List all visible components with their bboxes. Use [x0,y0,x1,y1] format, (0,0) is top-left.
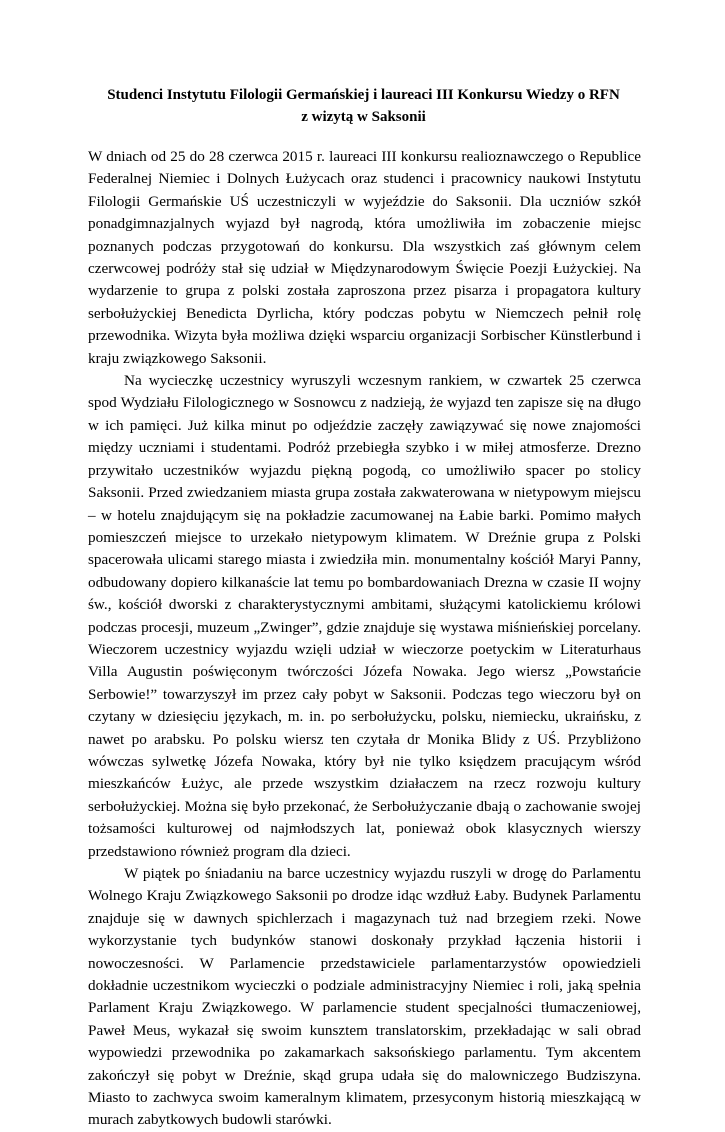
paragraph-2: Na wycieczkę uczestnicy wyruszyli wczesnym rankiem, w czwartek 25 czerwca spod Wydziału Filologicznego w Sosnowcu z nadzieją, że wyjazd ten zapisze się na długo w ich pamięci. Już kilka minut po odjeździe zaczęły zawiązywać się nowe znajomości między uczniami i studentami. Podróż przebiegła szybko i w miłej atmosferze. Drezno przywitało uczestników wyjazdu piękną pogodą, co umożliwiło spacer po stolicy Saksonii. Przed zwiedzaniem miasta grupa została zakwaterowana w nietypowym miejscu – w hotelu znajdującym się na pokładzie zacumowanej na Łabie barki. Pomimo małych pomieszczeń miejsce to urzekało nietypowym klimatem. W Dreźnie grupa z Polski spacerowała ulicami starego miasta i zwiedziła min. monumentalny kościół Maryi Panny, odbudowany dopiero kilkanaście lat temu po bombardowaniach Drezna w czasie II wojny św., kościół dworski z charakterystycznymi ambitami, służącymi katolickiemu królowi podczas procesji, muzeum „Zwinger”, gdzie znajduje się wystawa miśnieńskiej porcelany. Wieczorem uczestnicy wyjazdu wzięli udział w wieczorze poetyckim w Literaturhaus Villa Augustin poświęconym twórczości Józefa Nowaka. Jego wiersz „Powstańcie Serbowie!” towarzyszył im przez cały pobyt w Saksonii. Podczas tego wieczoru był on czytany w dziesięciu językach, m. in. po serbołużycku, polsku, niemiecku, ukraińsku, z nawet po arabsku. Po polsku wiersz ten czytała dr Monika Blidy z UŚ. Przybliżono wówczas sylwetkę Józefa Nowaka, który był nie tylko księdzem pracującym wśród mieszkańców Łużyc, ale przede wszystkim działaczem na rzecz rozwoju kultury serbołużyckiej. Można się było przekonać, że Serbołużyczanie dbają o zachowanie swojej tożsamości kulturowej od najmłodszych lat, ponieważ obok klasycznych wierszy przedstawiono również program dla dzieci. [88,372,641,860]
document-title [88,84,639,128]
document-body [88,146,641,1132]
paragraph-1: W dniach od 25 do 28 czerwca 2015 r. laureaci III konkursu realioznawczego o Republice Federalnej Niemiec i Dolnych Łużycach oraz studenci i pracownicy naukowi Instytutu Filologii Germańskie UŚ uczestniczyli w wyjeździe do Saksonii. Dla uczniów szkół ponadgimnazjalnych wyjazd był nagrodą, która umożliwiła im zobaczenie miejsc poznanych podczas przygotowań do konkursu. Dla wszystkich zaś głównym celem czerwcowej podróży stał się udział w Międzynarodowym Święcie Poezji Łużyckiej. Na wydarzenie to grupa z polski została zaproszona przez pisarza i propagatora kultury serbołużyckiej Benedicta Dyrlicha, który podczas pobytu w Niemczech pełnił rolę przewodnika. Wizyta była możliwa dzięki wsparciu organizacji Sorbischer Künstlerbund i kraju związkowego Saksonii. [88,148,641,367]
title-line-1: Studenci Instytutu Filologii Germańskiej i laureaci III Konkursu Wiedzy o RFN [107,87,620,103]
title-line-2: z wizytą w Saksonii [301,109,426,125]
paragraph-3: W piątek po śniadaniu na barce uczestnicy wyjazdu ruszyli w drogę do Parlamentu Wolnego Kraju Związkowego Saksonii po drodze idąc wzdłuż Łaby. Budynek Parlamentu znajduje się w dawnych spichlerzach i magazynach tuż nad brzegiem rzeki. Nowe wykorzystanie tych budynków stanowi doskonały przykład łączenia historii i nowoczesności. W Parlamencie przedstawiciele parlamentarzystów opowiedzieli dokładnie uczestnikom wycieczki o podziale administracyjny Niemiec i roli, jaką spełnia Parlament Kraju Związkowego. W parlamencie student specjalności tłumaczeniowej, Paweł Meus, wykazał się swoim kunsztem translatorskim, przekładając w sali obrad wypowiedzi przewodnika po zakamarkach saksońskiego parlamentu. Tym akcentem zakończył się pobyt w Dreźnie, skąd grupa udała się do malowniczego Budziszyna. Miasto to zachwyca swoim kameralnym klimatem, przesyconym historią mieszkającą w murach zabytkowych budowli starówki. [88,865,641,1129]
